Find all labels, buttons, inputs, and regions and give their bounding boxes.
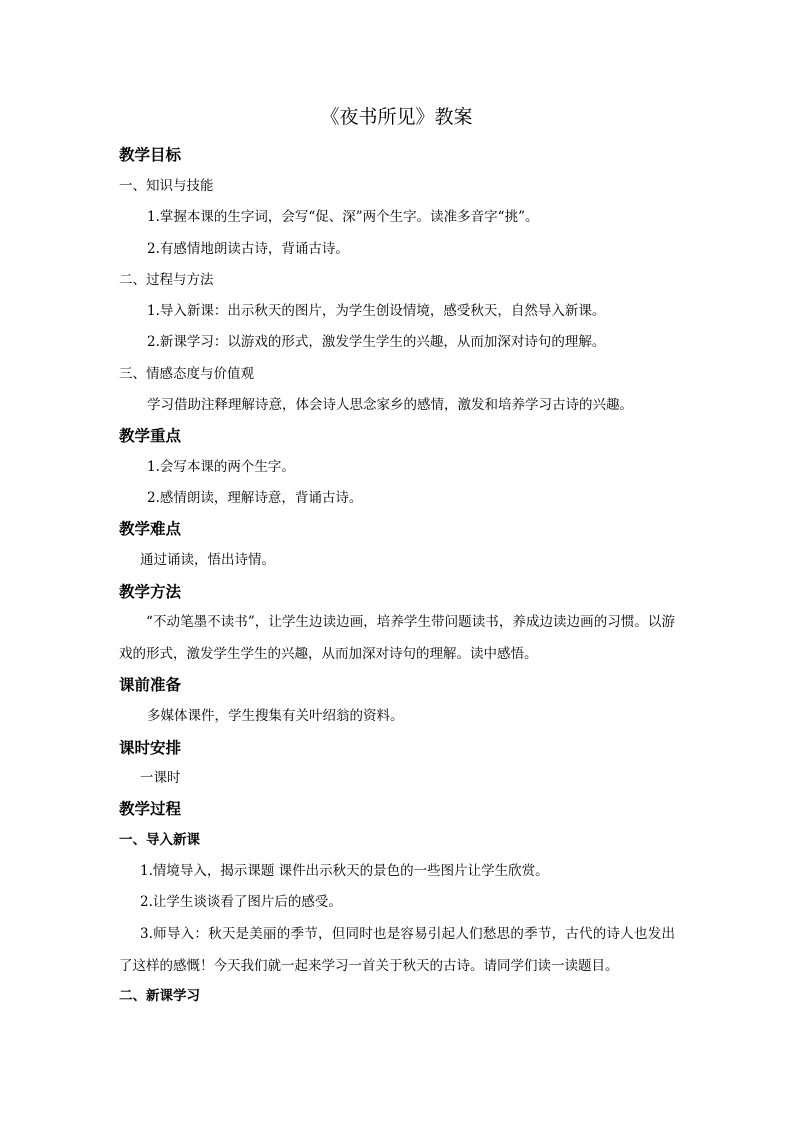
heading-process: 教学过程	[119, 799, 182, 818]
document-title: 《夜书所见》教案	[320, 106, 473, 128]
heading-methods: 教学方法	[119, 582, 182, 601]
goals-part1-item-1: 1.掌握本课的生字词，会写“促、深”两个生字。读准多音字“挑”。	[147, 209, 539, 225]
heading-schedule: 课时安排	[119, 738, 182, 757]
goals-part1-item-2: 2.有感情地朗读古诗，背诵古诗。	[147, 241, 349, 257]
goals-part2-label: 二、过程与方法	[119, 272, 214, 288]
heading-preparation: 课前准备	[119, 675, 182, 694]
methods-paragraph: “不动笔墨不读书”，让学生边读边画，培养学生带问题读书，养成边读边画的习惯。以游戏的形式，激发学生学生的兴趣，从而加深对诗句的理解。读中感悟。	[119, 614, 675, 662]
goals-part3-text: 学习借助注释理解诗意，体会诗人思念家乡的感情，激发和培养学习古诗的兴趣。	[147, 397, 633, 413]
difficulties-text: 通过诵读，悟出诗情。	[140, 552, 275, 568]
process-part1-item-1: 1.情境导入，揭示课题 课件出示秋天的景色的一些图片让学生欣赏。	[140, 863, 549, 879]
goals-part1-label: 一、知识与技能	[119, 178, 214, 194]
key-point-item-1: 1.会写本课的两个生字。	[147, 459, 295, 475]
heading-teaching-goals: 教学目标	[119, 145, 182, 164]
process-part1-item-3: 3.师导入：秋天是美丽的季节，但同时也是容易引起人们愁思的季节，古代的诗人也发出了这样的感慨！今天我们就一起来学习一首关于秋天的古诗。请同学们读一读题目。	[119, 926, 675, 974]
process-part2-label: 二、新课学习	[119, 988, 200, 1004]
preparation-text: 多媒体课件，学生搜集有关叶绍翁的资料。	[147, 708, 404, 724]
process-part1-label: 一、导入新课	[119, 832, 200, 848]
heading-difficulties: 教学难点	[119, 519, 182, 538]
key-point-item-2: 2.感情朗读，理解诗意，背诵古诗。	[147, 490, 363, 506]
goals-part3-label: 三、情感态度与价值观	[119, 366, 254, 382]
goals-part2-item-2: 2.新课学习：以游戏的形式，激发学生学生的兴趣，从而加深对诗句的理解。	[147, 334, 606, 350]
heading-key-points: 教学重点	[119, 426, 182, 445]
schedule-text: 一课时	[140, 770, 181, 786]
process-part1-item-2: 2.让学生谈谈看了图片后的感受。	[140, 894, 342, 910]
goals-part2-item-1: 1.导入新课：出示秋天的图片，为学生创设情境，感受秋天，自然导入新课。	[147, 303, 606, 319]
